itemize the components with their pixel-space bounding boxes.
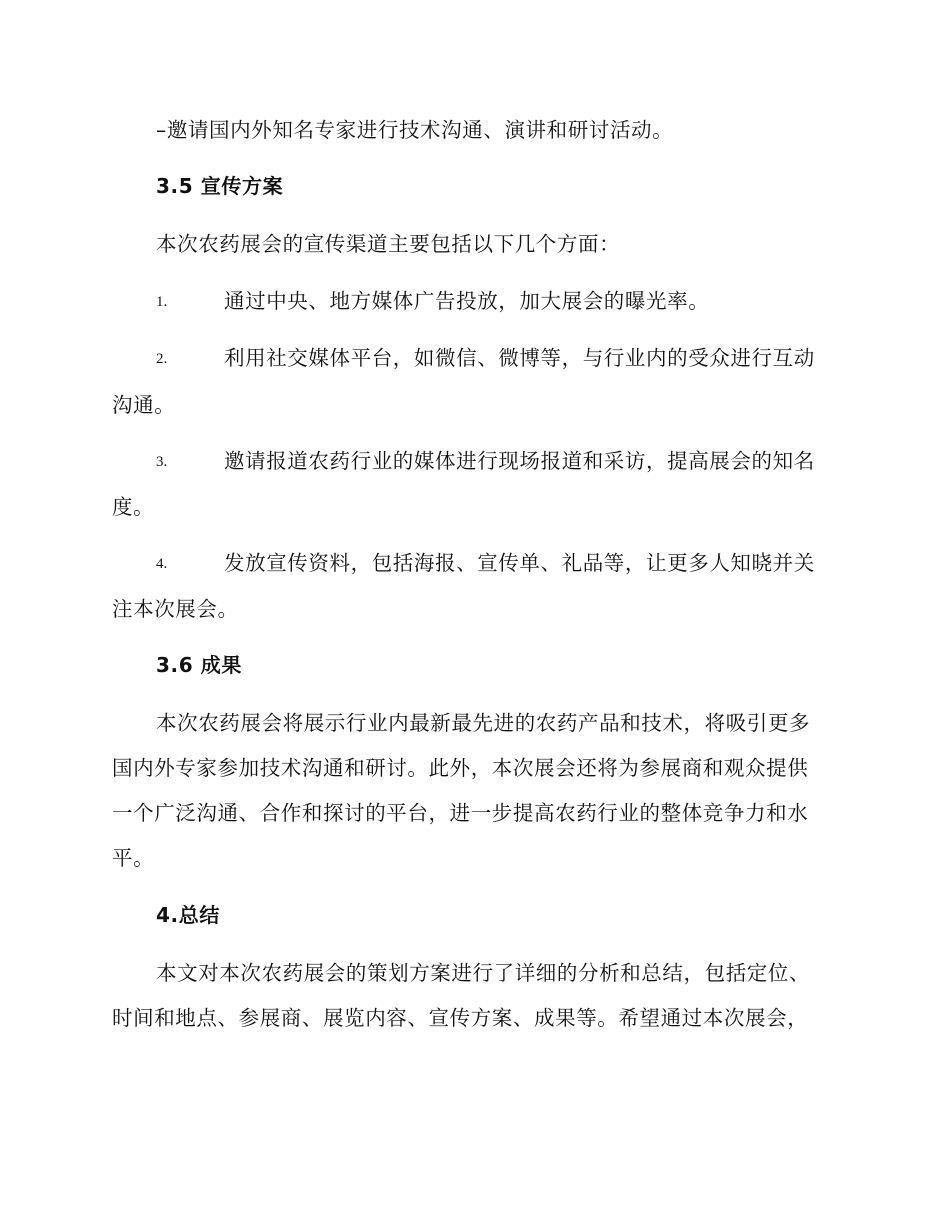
list-item-number: 4. bbox=[156, 556, 168, 572]
paragraph-line: 时间和地点、参展商、展览内容、宣传方案、成果等。希望通过本次展会， bbox=[112, 1006, 809, 1030]
intro-bullet: –邀请国内外知名专家进行技术沟通、演讲和研讨活动。 bbox=[156, 118, 674, 142]
list-item-text: 利用社交媒体平台，如微信、微博等，与行业内的受众进行互动 bbox=[224, 346, 815, 370]
list-item-number: 3. bbox=[156, 454, 168, 470]
list-item-number: 1. bbox=[156, 294, 168, 310]
section-4-heading: 4.总结 bbox=[156, 903, 220, 927]
list-item-continuation: 度。 bbox=[112, 495, 155, 519]
list-item-text: 通过中央、地方媒体广告投放，加大展会的曝光率。 bbox=[224, 289, 710, 313]
paragraph-line: 本文对本次农药展会的策划方案进行了详细的分析和总结，包括定位、 bbox=[156, 961, 811, 985]
list-item-text: 发放宣传资料，包括海报、宣传单、礼品等，让更多人知晓并关 bbox=[224, 551, 815, 575]
paragraph-line: 一个广泛沟通、合作和探讨的平台，进一步提高农药行业的整体竞争力和水 bbox=[112, 801, 809, 825]
section-3-6-heading: 3.6 成果 bbox=[156, 653, 242, 677]
list-item-continuation: 注本次展会。 bbox=[112, 597, 239, 621]
list-item-text: 邀请报道农药行业的媒体进行现场报道和采访，提高展会的知名 bbox=[224, 449, 815, 473]
paragraph-line: 本次农药展会将展示行业内最新最先进的农药产品和技术，将吸引更多 bbox=[156, 711, 811, 735]
section-3-5-heading: 3.5 宣传方案 bbox=[156, 174, 284, 198]
paragraph-line: 国内外专家参加技术沟通和研讨。此外，本次展会还将为参展商和观众提供 bbox=[112, 756, 809, 780]
list-item-number: 2. bbox=[156, 351, 168, 367]
section-3-5-lead: 本次农药展会的宣传渠道主要包括以下几个方面： bbox=[156, 232, 621, 256]
list-item-continuation: 沟通。 bbox=[112, 393, 176, 417]
paragraph-line: 平。 bbox=[112, 846, 155, 870]
